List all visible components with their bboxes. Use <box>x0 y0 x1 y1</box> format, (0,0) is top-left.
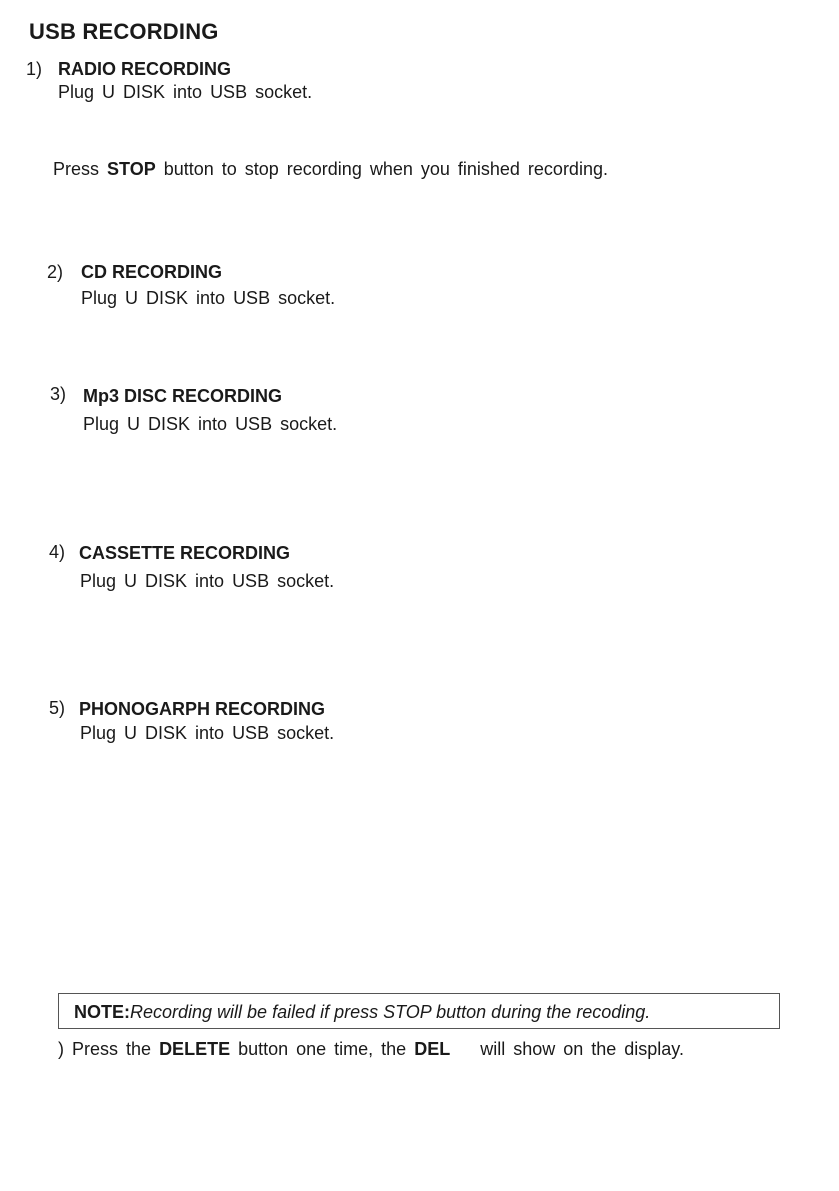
delete-instruction <box>58 1039 684 1060</box>
section-heading-cassette: CASSETTE RECORDING <box>79 543 291 563</box>
delete-button-label: DELETE <box>159 1039 231 1059</box>
stop-instruction <box>53 159 608 180</box>
stop-post: button to stop recording when you finished recording. <box>155 159 608 179</box>
stop-button-label: STOP <box>107 159 156 179</box>
section-heading-mp3: Mp3 DISC RECORDING <box>83 386 283 406</box>
section-number: 1) <box>26 59 43 79</box>
note-box <box>58 993 780 1029</box>
stop-pre: Press <box>53 159 108 179</box>
section-number: 4) <box>49 542 66 562</box>
section-number: 5) <box>49 698 66 718</box>
note-label: NOTE: <box>74 1002 130 1022</box>
page-title: USB RECORDING <box>29 19 219 44</box>
section-instruction: Plug U DISK into USB socket. <box>80 571 335 591</box>
section-heading-radio: RADIO RECORDING <box>58 59 232 79</box>
del-display-word: DEL <box>414 1039 451 1059</box>
section-heading-phonograph: PHONOGARPH RECORDING <box>79 699 326 719</box>
section-number: 2) <box>47 262 64 282</box>
delete-paren: ) <box>58 1039 64 1059</box>
section-instruction: Plug U DISK into USB socket. <box>81 288 336 308</box>
delete-post: will show on the display. <box>480 1039 684 1059</box>
section-instruction: Plug U DISK into USB socket. <box>83 414 338 434</box>
section-number: 3) <box>50 384 67 404</box>
section-instruction: Plug U DISK into USB socket. <box>58 82 313 102</box>
delete-mid: button one time, the <box>230 1039 415 1059</box>
delete-pre: Press the <box>72 1039 160 1059</box>
note-text <box>74 1002 650 1023</box>
section-heading-cd: CD RECORDING <box>81 262 223 282</box>
section-instruction: Plug U DISK into USB socket. <box>80 723 335 743</box>
note-body: Recording will be failed if press STOP button during the recoding. <box>130 1002 651 1022</box>
